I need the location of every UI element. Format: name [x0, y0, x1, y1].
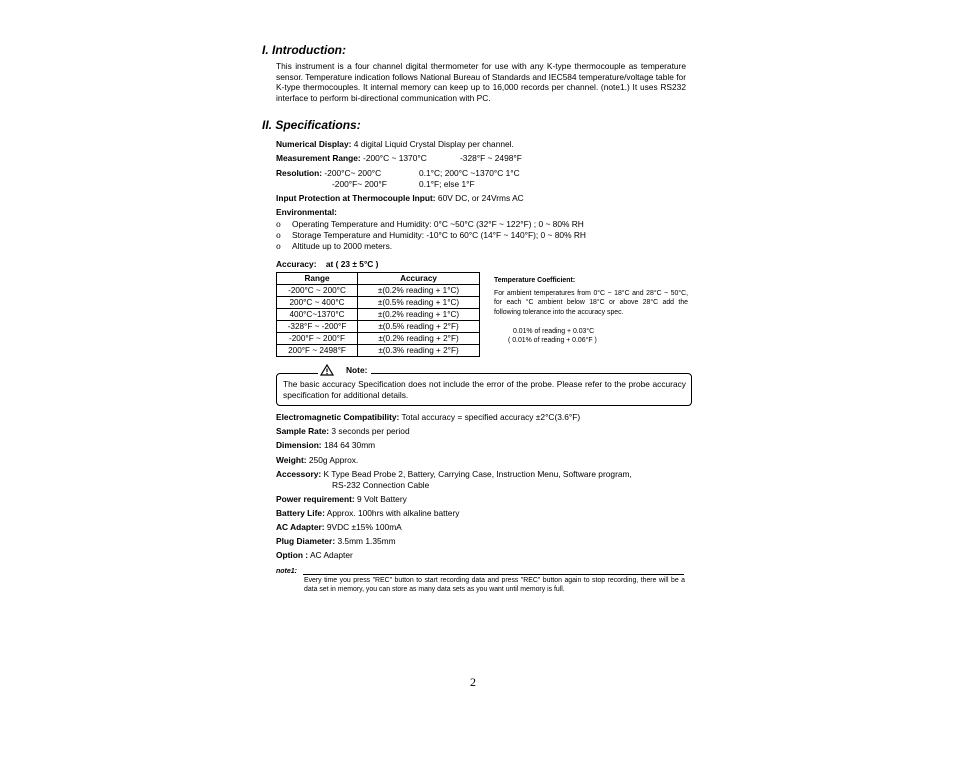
- spec-value: 250g Approx.: [308, 455, 359, 465]
- temp-coef-text: For ambient temperatures from 0°C ~ 18°C and 28°C ~ 50°C, for each °C ambient below 18°C or above 28°C add the following tolerance into the accuracy spec.: [494, 290, 688, 316]
- spec-accessory: [276, 469, 632, 479]
- temp-coef-line2: ( 0.01% of reading + 0.06°F ): [508, 337, 597, 344]
- intro-text: This instrument is a four channel digital thermometer for use with any K-type thermocouple as temperature sensor. Temperature indication follows National Bureau of Standards and IEC584 temperature/voltage table for K-type thermocouples. It internal memory can keep up to 16,000 records per channel. (note1.) It uses RS232 interface to perform bi-directional communication with PC.: [276, 61, 686, 103]
- spec-ac-adapter: [276, 522, 402, 532]
- spec-plug-diameter: [276, 536, 396, 546]
- table-cell: -200°C ~ 200°C: [277, 285, 358, 297]
- table-cell: -328°F ~ -200°F: [277, 321, 358, 333]
- table-cell: -200°F ~ 200°F: [277, 333, 358, 345]
- table-cell: ±(0.5% reading + 2°F): [358, 321, 480, 333]
- accuracy-title: Accuracy:: [276, 259, 317, 269]
- spec-battery-life: [276, 508, 459, 518]
- spec-value: -200°C ~ 1370°C: [363, 153, 427, 163]
- spec-label: Dimension:: [276, 440, 322, 450]
- specs-title: II. Specifications:: [262, 118, 361, 132]
- table-row: [277, 297, 480, 309]
- spec-label: Input Protection at Thermocouple Input:: [276, 193, 436, 203]
- spec-label: Electromagnetic Compatibility:: [276, 412, 400, 422]
- spec-value: 60V DC, or 24Vrms AC: [437, 193, 524, 203]
- env-item: [276, 219, 584, 230]
- table-cell: ±(0.5% reading + 1°C): [358, 297, 480, 309]
- spec-value: 184 64 30mm: [323, 440, 376, 450]
- table-cell: 400°C~1370°C: [277, 309, 358, 321]
- footnote-text: Every time you press "REC" button to start recording data and press "REC" button again to stop recording, there will be a data set in memory, you can store as many data sets as you want until memory is full.: [304, 577, 685, 594]
- table-cell: ±(0.2% reading + 1°C): [358, 285, 480, 297]
- spec-measurement-range: [276, 153, 427, 163]
- env-item-text: Operating Temperature and Humidity: 0°C ~50°C (32°F ~ 122°F) ; 0 ~ 80% RH: [292, 219, 584, 229]
- accuracy-condition: at ( 23 ± 5°C ): [325, 259, 379, 269]
- table-row: [277, 345, 480, 357]
- temp-coef-title: Temperature Coefficient:: [494, 277, 576, 284]
- footnote-rule: [303, 574, 684, 575]
- spec-environmental-label: Environmental:: [276, 207, 337, 217]
- spec-value: 3 seconds per period: [331, 426, 410, 436]
- env-item: [276, 230, 586, 241]
- table-cell: 200°F ~ 2498°F: [277, 345, 358, 357]
- table-row: [277, 333, 480, 345]
- table-cell: ±(0.2% reading + 1°C): [358, 309, 480, 321]
- page-number: 2: [470, 675, 476, 689]
- spec-label: Option :: [276, 550, 309, 560]
- spec-value: 3.5mm 1.35mm: [337, 536, 396, 546]
- table-row: [277, 321, 480, 333]
- bullet-icon: o: [276, 231, 281, 240]
- spec-label: Plug Diameter:: [276, 536, 336, 546]
- table-row: [277, 309, 480, 321]
- spec-option: [276, 550, 353, 560]
- table-row: [277, 285, 480, 297]
- spec-dimension: [276, 440, 375, 450]
- spec-label: Resolution:: [276, 168, 323, 178]
- note-label: Note:: [346, 365, 368, 375]
- spec-label: Sample Rate:: [276, 426, 330, 436]
- spec-numerical-display: [276, 139, 514, 149]
- spec-value: 9 Volt Battery: [356, 494, 407, 504]
- env-item-text: Altitude up to 2000 meters.: [292, 241, 393, 251]
- spec-sample-rate: [276, 426, 410, 436]
- spec-resolution: [276, 168, 381, 178]
- spec-value: -200°C~ 200°C: [324, 168, 382, 178]
- spec-value: 9VDC ±15% 100mA: [326, 522, 402, 532]
- spec-resolution-r2a: -200°F~ 200°F: [332, 179, 387, 189]
- table-header: Range: [277, 273, 358, 285]
- spec-measurement-range-f: -328°F ~ 2498°F: [460, 153, 522, 163]
- table-cell: ±(0.3% reading + 2°F): [358, 345, 480, 357]
- accuracy-table: [276, 272, 480, 357]
- footnote-label: note1:: [276, 568, 297, 575]
- spec-accessory-2: RS-232 Connection Cable: [332, 480, 430, 490]
- note-text: The basic accuracy Specification does not include the error of the probe. Please refer to the probe accuracy specification for additional details.: [283, 379, 686, 400]
- spec-value: 4 digital Liquid Crystal Display per channel.: [353, 139, 514, 149]
- spec-resolution-r1b: 0.1°C; 200°C ~1370°C 1°C: [419, 168, 520, 178]
- spec-label: AC Adapter:: [276, 522, 325, 532]
- intro-title: I. Introduction:: [262, 43, 346, 57]
- spec-label: Power requirement:: [276, 494, 355, 504]
- spec-power: [276, 494, 407, 504]
- spec-emc: [276, 412, 580, 422]
- accuracy-label: [276, 259, 378, 269]
- spec-label: Measurement Range:: [276, 153, 361, 163]
- spec-label: Accessory:: [276, 469, 322, 479]
- spec-label: Numerical Display:: [276, 139, 352, 149]
- spec-value: K Type Bead Probe 2, Battery, Carrying Case, Instruction Menu, Software program,: [323, 469, 632, 479]
- spec-value: AC Adapter: [309, 550, 353, 560]
- spec-resolution-r2b: 0.1°F; else 1°F: [419, 179, 475, 189]
- warning-icon: [320, 364, 334, 376]
- bullet-icon: o: [276, 242, 281, 251]
- spec-label: Weight:: [276, 455, 307, 465]
- env-item: [276, 241, 392, 252]
- table-header-row: [277, 273, 480, 285]
- env-item-text: Storage Temperature and Humidity: -10°C to 60°C (14°F ~ 140°F); 0 ~ 80% RH: [292, 230, 586, 240]
- spec-value: Approx. 100hrs with alkaline battery: [326, 508, 460, 518]
- temp-coef-line1: 0.01% of reading + 0.03°C: [513, 328, 595, 335]
- table-cell: ±(0.2% reading + 2°F): [358, 333, 480, 345]
- spec-input-protection: [276, 193, 524, 203]
- spec-value: Total accuracy = specified accuracy ±2°C(3.6°F): [401, 412, 581, 422]
- spec-weight: [276, 455, 358, 465]
- spec-label: Battery Life:: [276, 508, 325, 518]
- note-header: [318, 364, 371, 376]
- table-cell: 200°C ~ 400°C: [277, 297, 358, 309]
- table-header: Accuracy: [358, 273, 480, 285]
- bullet-icon: o: [276, 220, 281, 229]
